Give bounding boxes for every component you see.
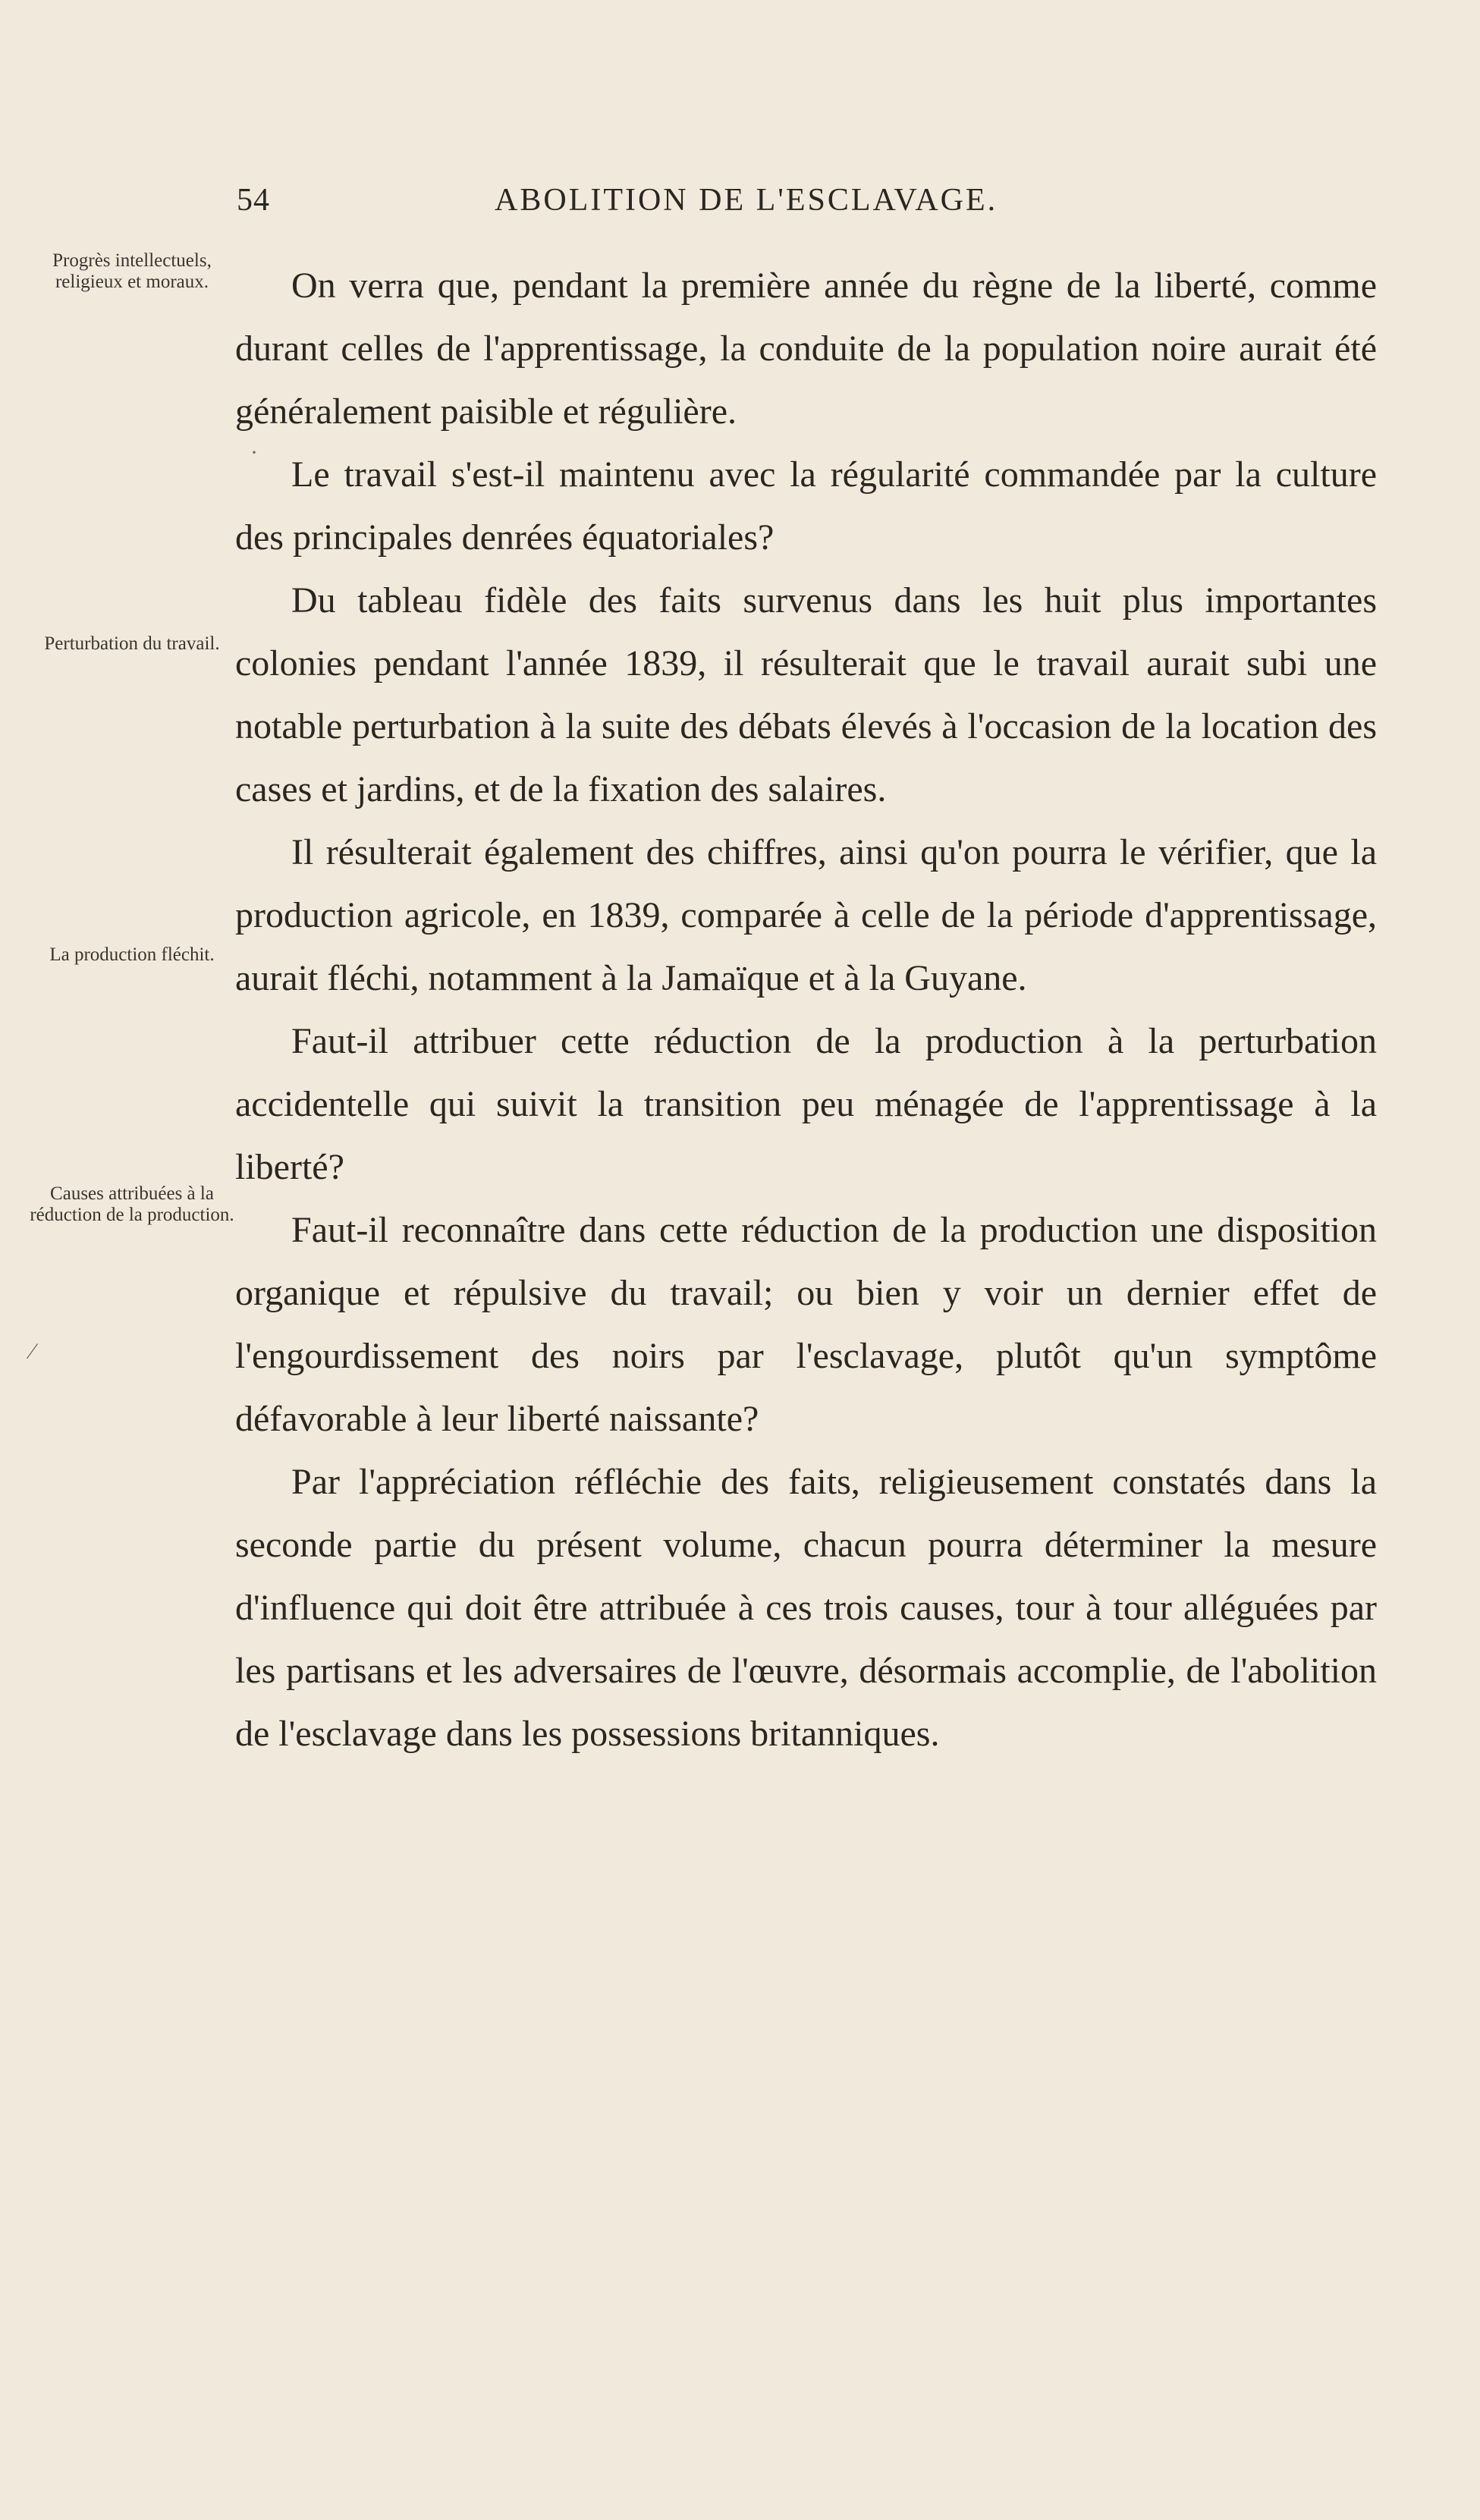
paragraph: Faut-il attribuer cette réduction de la production à la perturbation accidentelle qui suivit la transition peu ménagée de l'apprentissage à la liberté? [235,1021,1377,1187]
sidenote-causes: Causes attribuées à la réduction de la production. [30,1183,234,1225]
running-title: ABOLITION DE L'ESCLAVAGE. [495,183,998,218]
paragraph: Du tableau fidèle des faits survenus dans les huit plus importantes colonies pendant l'année 1839, il résulterait que le travail aurait subi une notable perturbation à la suite des débats élevés à l'occasion de la location des cases et jardins, et de la fixation des salaires. [235,580,1377,809]
running-head [0,182,1480,228]
ink-speck: · [250,440,258,465]
paragraph: Il résulterait également des chiffres, ainsi qu'on pourra le vérifier, que la production agricole, en 1839, comparée à celle de la période d'apprentissage, aurait fléchi, notamment à la Jamaïque et à la Guyane. [235,832,1377,998]
body-text [235,254,1377,1765]
paragraph: Le travail s'est-il maintenu avec la régularité commandée par la culture des principales denrées équatoriales? [235,454,1377,558]
paragraph: Par l'appréciation réfléchie des faits, religieusement constatés dans la seconde partie du présent volume, chacun pourra déterminer la mesure d'influence qui doit être attribuée à ces trois causes, tour à tour alléguées par les partisans et les adversaires de l'œuvre, désormais accomplie, de l'abolition de l'esclavage dans les possessions britanniques. [235,1462,1377,1754]
paragraph: On verra que, pendant la première année du règne de la liberté, comme durant celles de l'apprentissage, la conduite de la population noire aurait été généralement paisible et régulière. [235,266,1377,432]
sidenote-perturbation: Perturbation du travail. [44,633,220,654]
pencil-mark-icon: ∕ [30,1339,35,1364]
page-number: 54 [237,183,270,218]
sidenote-progres: Progrès intellectuels, religieux et moraux. [52,250,212,292]
sidenote-production: La production fléchit. [49,944,215,965]
paragraph: Faut-il reconnaître dans cette réduction de la production une disposition organique et répulsive du travail; ou bien y voir un dernier effet de l'engourdissement des noirs par l'esclavage, plutôt qu'un symptôme défavorable à leur liberté naissante? [235,1210,1377,1439]
